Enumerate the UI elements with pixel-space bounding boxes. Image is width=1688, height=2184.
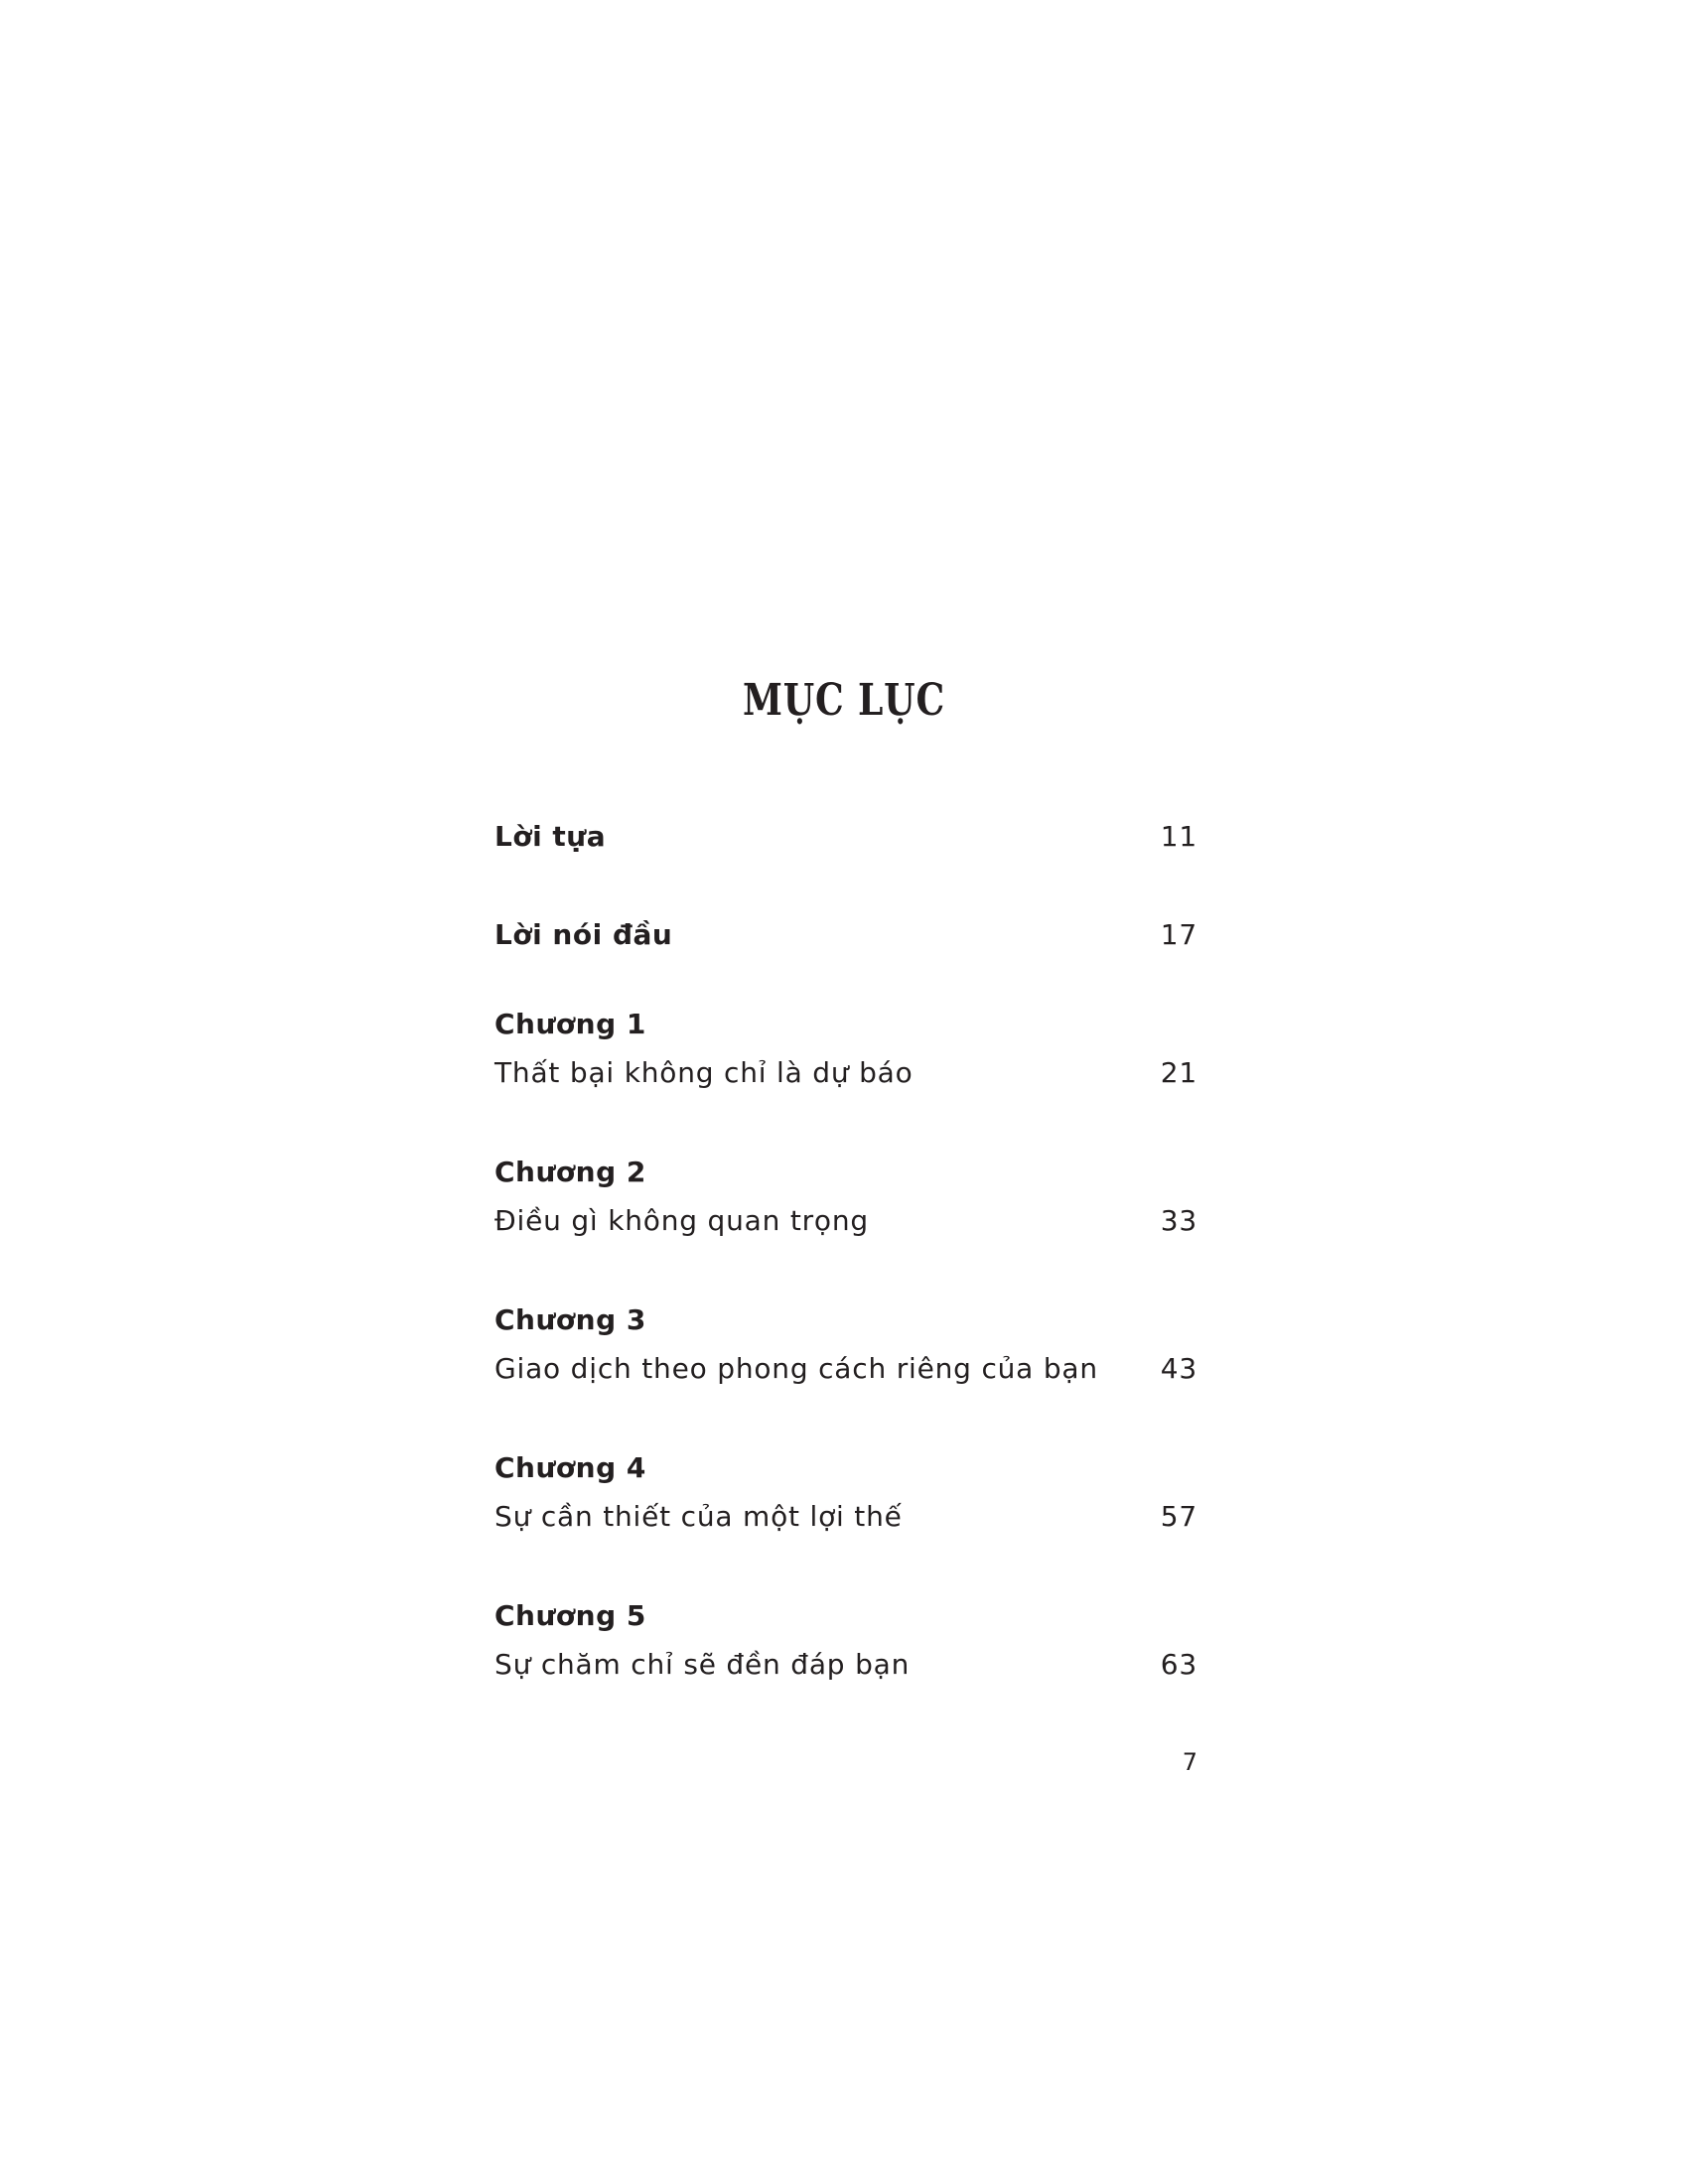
chapter-title: Giao dịch theo phong cách riêng của bạn — [494, 1352, 1098, 1385]
chapter-title: Sự chăm chỉ sẽ đền đáp bạn — [494, 1648, 911, 1681]
chapter-label: Chương 1 — [494, 1008, 646, 1040]
toc-entry-title: Lời tựa — [494, 820, 607, 853]
chapter-title: Sự cần thiết của một lợi thế — [494, 1500, 903, 1533]
toc-entry-chapter-5 — [494, 1599, 1197, 1682]
toc-entry-chapter-1 — [494, 1008, 1197, 1090]
chapter-title: Thất bại không chỉ là dự báo — [494, 1056, 914, 1089]
chapter-label: Chương 4 — [494, 1451, 646, 1484]
toc-page-number: 43 — [1160, 1352, 1197, 1385]
chapter-label: Chương 3 — [494, 1303, 646, 1336]
chapter-label: Chương 5 — [494, 1599, 646, 1632]
toc-page-number: 11 — [1160, 820, 1197, 853]
page-title: MỤC LỤC — [743, 675, 945, 726]
toc-entry-foreword — [494, 918, 1197, 952]
toc-entry-chapter-2 — [494, 1156, 1197, 1238]
toc-page-number: 57 — [1160, 1500, 1197, 1533]
toc-page-number: 33 — [1160, 1204, 1197, 1237]
chapter-title: Điều gì không quan trọng — [494, 1204, 869, 1237]
toc-entry-preface — [494, 820, 1197, 854]
toc-entry-title: Lời nói đầu — [494, 918, 673, 951]
toc-entry-chapter-4 — [494, 1451, 1197, 1534]
toc-page-number: 21 — [1160, 1056, 1197, 1089]
page-number: 7 — [1182, 1748, 1197, 1776]
toc-page-number: 17 — [1160, 918, 1197, 951]
chapter-label: Chương 2 — [494, 1156, 646, 1188]
toc-page-number: 63 — [1160, 1648, 1197, 1681]
toc-entry-chapter-3 — [494, 1303, 1197, 1386]
